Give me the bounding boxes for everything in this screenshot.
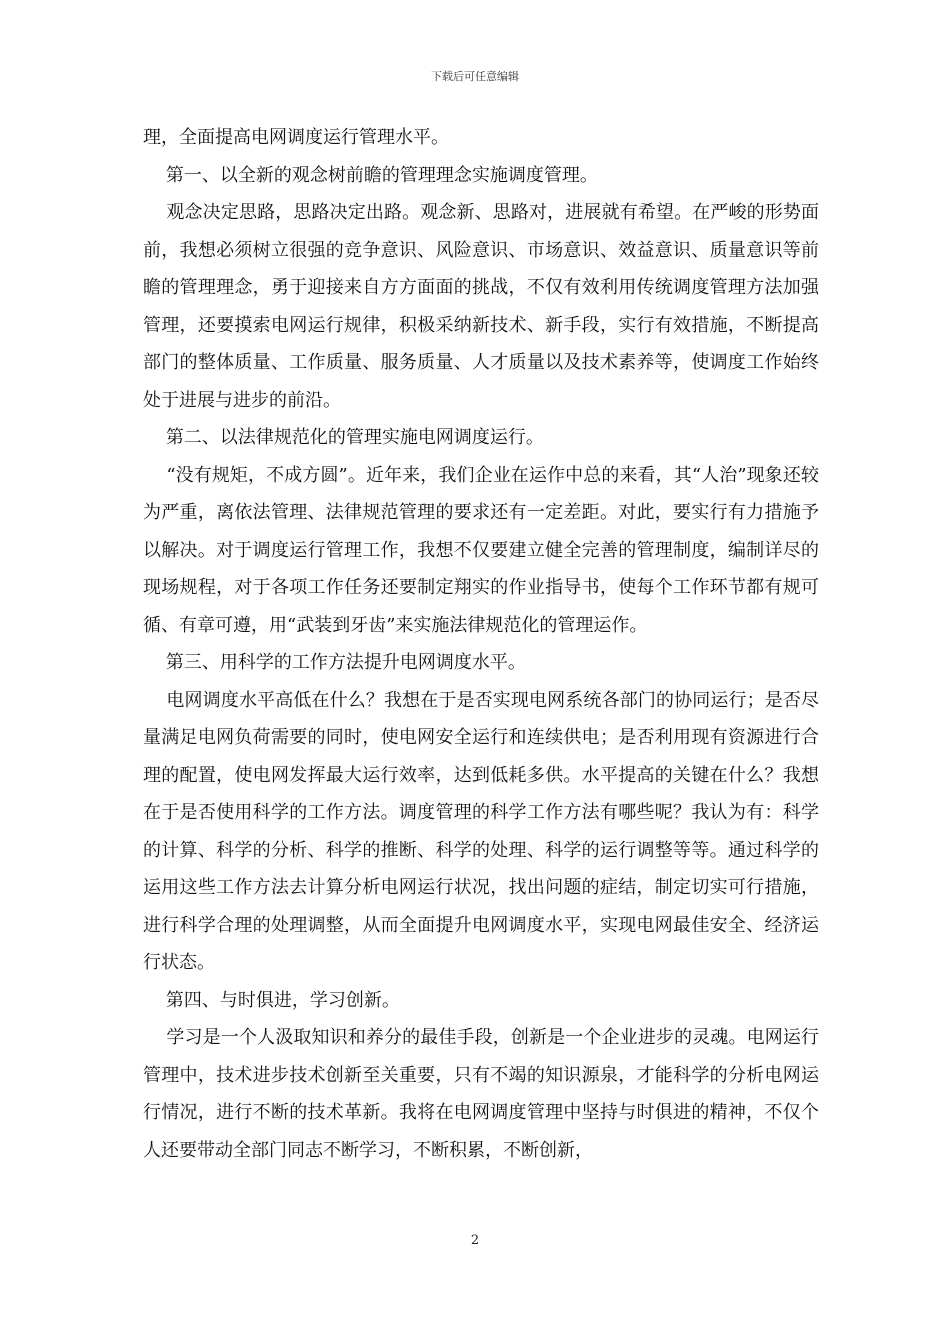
paragraph: 学习是一个人汲取知识和养分的最佳手段，创新是一个企业进步的灵魂。电网运行管理中，技术进步技术创新至关重要，只有不竭的知识源泉，才能科学的分析电网运行情况，进行不断的技术革新。我将在电网调度管理中坚持与时俱进的精神，不仅个人还要带动全部门同志不断学习，不断积累，不断创新， bbox=[143, 1027, 820, 1161]
section-heading-3: 第三、用科学的工作方法提升电网调度水平。 bbox=[143, 652, 526, 673]
paragraph: “没有规矩，不成方圆”。近年来，我们企业在运作中总的来看，其“人治”现象还较为严重，离依法管理、法律规范管理的要求还有一定差距。对此，要实行有力措施予以解决。对于调度运行管理工作，我想不仅要建立健全完善的管理制度，编制详尽的现场规程，对于各项工作任务还要制定翔实的作业指导书，使每个工作环节都有规可循、有章可遵，用“武装到牙齿”来实施法律规范化的管理运作。 bbox=[143, 464, 819, 636]
paragraph-continued: 理，全面提高电网调度运行管理水平。 bbox=[143, 127, 449, 148]
section-heading-4: 第四、与时俱进，学习创新。 bbox=[143, 989, 400, 1011]
section-heading-1: 第一、以全新的观念树前瞻的管理理念实施调度管理。 bbox=[143, 164, 598, 186]
page-header: 下载后可任意编辑 bbox=[431, 70, 519, 83]
page-number: 2 bbox=[470, 1233, 480, 1248]
section-heading-2: 第二、以法律规范化的管理实施电网调度运行。 bbox=[143, 427, 544, 448]
paragraph: 电网调度水平高低在什么？我想在于是否实现电网系统各部门的协同运行；是否尽量满足电网负荷需要的同时，使电网安全运行和连续供电；是否利用现有资源进行合理的配置，使电网发挥最大运行效率，达到低耗多供。水平提高的关键在什么？我想在于是否使用科学的工作方法。调度管理的科学工作方法有哪些呢？我认为有：科学的计算、科学的分析、科学的推断、科学的处理、科学的运行调整等等。通过科学的运用这些工作方法去计算分析电网运行状况，找出问题的症结，制定切实可行措施，进行科学合理的处理调整，从而全面提升电网调度水平，实现电网最佳安全、经济运行状态。 bbox=[143, 689, 820, 973]
paragraph: 观念决定思路，思路决定出路。观念新、思路对，进展就有希望。在严峻的形势面前，我想必须树立很强的竞争意识、风险意识、市场意识、效益意识、质量意识等前瞻的管理理念，勇于迎接来自方方面面的挑战，不仅有效利用传统调度管理方法加强管理，还要摸索电网运行规律，积极采纳新技术、新手段，实行有效措施，不断提高部门的整体质量、工作质量、服务质量、人才质量以及技术素养等，使调度工作始终处于进展与进步的前沿。 bbox=[143, 202, 820, 411]
document-body bbox=[143, 119, 819, 1169]
